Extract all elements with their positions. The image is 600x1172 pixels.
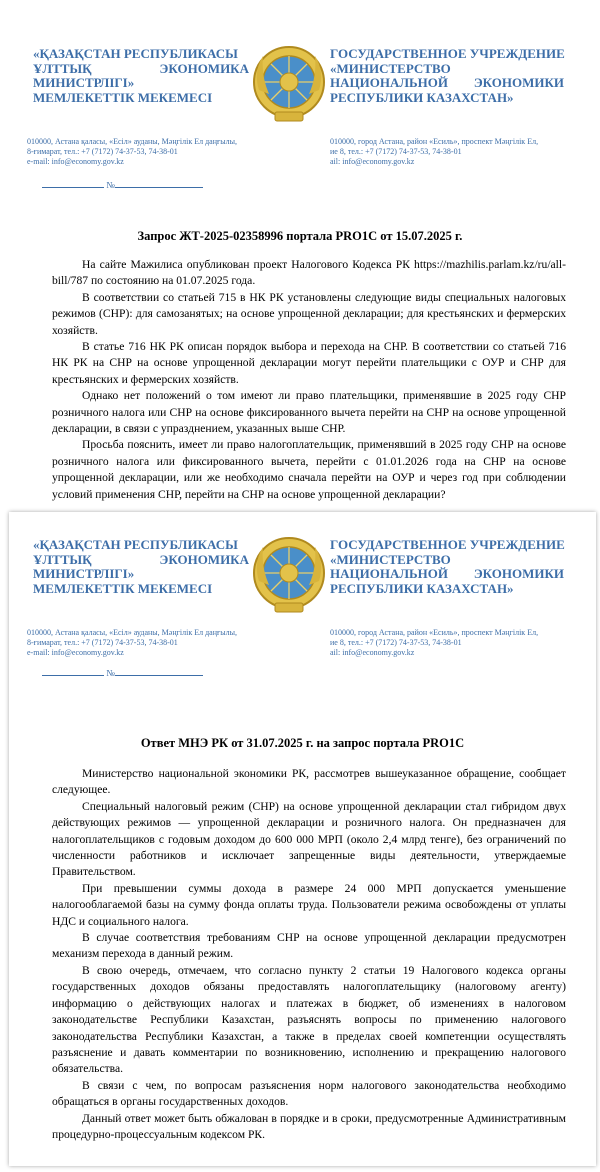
number-sign: № xyxy=(106,668,115,678)
address-line: 010000, Астана қаласы, «Есіл» ауданы, Мәңгілік Ел даңғылы, xyxy=(27,137,238,146)
request-paragraph: На сайте Мажилиса опубликован проект Налогового Кодекса РК https://mazhilis.parlam.kz/ru/all-bill/787 по состоянию на 01.07.2025 года. xyxy=(52,258,566,288)
left-title-line: «ҚАЗАҚСТАН РЕСПУБЛИКАСЫ xyxy=(33,537,238,552)
word: НАЦИОНАЛЬНОЙ xyxy=(330,566,448,581)
response-page xyxy=(9,512,596,1166)
address-line: 8-ғимарат, тел.: +7 (7172) 74-37-53, 74-38-01 xyxy=(27,147,178,156)
registration-number-line xyxy=(42,178,203,190)
response-paragraph: При превышении суммы дохода в размере 24 000 МРП допускается уменьшение налогооблагаемой базы на сумму фонда оплаты труда. Пользователи режима освобождены от уплаты НДС и социального налога. xyxy=(52,881,566,928)
number-blank xyxy=(115,666,203,676)
registration-number-line xyxy=(42,666,203,678)
left-title-line-justified xyxy=(33,553,249,568)
right-title-line: ГОСУДАРСТВЕННОЕ УЧРЕЖДЕНИЕ xyxy=(330,46,565,61)
right-title-line: «МИНИСТЕРСТВО xyxy=(330,60,451,76)
request-paragraph: В соответствии со статьей 715 в НК РК установлены следующие виды специальных налоговых режимов (СНР): для самозанятых; на основе упрощенной декларации; для крестьянских и фермерских хозяйств. xyxy=(52,290,566,337)
right-title-line: «МИНИСТЕРСТВО xyxy=(330,551,451,567)
word: ЭКОНОМИКА xyxy=(159,60,249,76)
number-blank xyxy=(115,178,203,188)
letterhead-right-title xyxy=(330,538,564,596)
word: ЭКОНОМИКИ xyxy=(473,566,564,581)
word: ЭКОНОМИКА xyxy=(159,551,249,567)
address-line: ail: info@economy.gov.kz xyxy=(330,157,415,166)
address-line: 8-ғимарат, тел.: +7 (7172) 74-37-53, 74-38-01 xyxy=(27,638,178,647)
request-body xyxy=(52,257,566,503)
right-title-line-justified xyxy=(330,567,564,582)
letterhead-left-address xyxy=(27,137,237,167)
address-line: e-mail: info@economy.gov.kz xyxy=(27,157,124,166)
address-line: ail: info@economy.gov.kz xyxy=(330,648,415,657)
request-page xyxy=(0,0,600,512)
request-paragraph: В статье 716 НК РК описан порядок выбора и перехода на СНР. В соответствии со статьей 716 НК РК на СНР на основе упрощенной декларации могут перейти плательщики с ОУР и СНР для крестьянских и фермерских хозяйств. xyxy=(52,340,566,386)
letterhead-left-title xyxy=(33,538,249,596)
left-title-line-justified xyxy=(33,62,249,77)
letterhead-right-address xyxy=(330,628,538,658)
right-title-line: РЕСПУБЛИКИ КАЗАХСТАН» xyxy=(330,89,514,105)
date-blank xyxy=(42,666,104,676)
left-title-line: «ҚАЗАҚСТАН РЕСПУБЛИКАСЫ xyxy=(33,46,238,61)
address-line: ие 8, тел.: +7 (7172) 74-37-53, 74-38-01 xyxy=(330,147,462,156)
response-body xyxy=(52,766,566,1143)
right-title-line-justified xyxy=(330,76,564,91)
letterhead-left-address xyxy=(27,628,237,658)
response-paragraph: Специальный налоговый режим (СНР) на основе упрощенной декларации стал гибридом двух действующих режимов — упрощенной декларации и розничного налога. Он предназначен для налогоплательщиков с годовым доходом до 600 000 МРП (около 2,4 млрд тенге), без ограничений по численности работников и исключает запрещенные виды деятельности, утверждаемые Правительством. xyxy=(52,799,566,879)
date-blank xyxy=(42,178,104,188)
request-title: Запрос ЖТ-2025-02358996 портала PRO1C от 15.07.2025 г. xyxy=(137,229,463,243)
address-line: e-mail: info@economy.gov.kz xyxy=(27,648,124,657)
response-paragraph: В связи с чем, по вопросам разъяснения норм налогового законодательства необходимо обращаться в органы государственных доходов. xyxy=(52,1078,566,1109)
response-paragraph: Министерство национальной экономики РК, рассмотрев вышеуказанное обращение, сообщает следующее. xyxy=(52,767,566,797)
address-line: 010000, Астана қаласы, «Есіл» ауданы, Мәңгілік Ел даңғылы, xyxy=(27,628,238,637)
left-title-line: МЕМЛЕКЕТТІК МЕКЕМЕСІ xyxy=(33,89,213,105)
word: ҰЛТТЫҚ xyxy=(33,551,92,567)
response-paragraph: В свою очередь, отмечаем, что согласно пункту 2 статьи 19 Налогового кодекса органы государственных доходов обязаны предоставлять налогоплательщику (налоговому агенту) информацию о действующих налогах и платежах в бюджет, об изменениях в налоговом законодательстве Республики Казахстан, разъяснять вопросы по применению налогового законодательства Республики Казахстан, а также в пределах своей компетенции осуществлять разъяснение и давать комментарии по возникновению, исполнению и прекращению налогового обязательства. xyxy=(52,963,566,1076)
address-line: 010000, город Астана, район «Есиль», проспект Мәңгілік Ел, xyxy=(330,137,539,146)
response-paragraph: В случае соответствия требованиям СНР на основе упрощенной декларации предусмотрен механизм перехода в данный режим. xyxy=(52,931,566,961)
letterhead-right-address xyxy=(330,137,538,167)
response-title: Ответ МНЭ РК от 31.07.2025 г. на запрос портала PRO1C xyxy=(140,736,465,750)
left-title-line: МИНИСТРЛІГІ» xyxy=(33,566,135,581)
left-title-line: МИНИСТРЛІГІ» xyxy=(33,75,135,90)
word: ЭКОНОМИКИ xyxy=(473,75,564,90)
letterhead-left-title xyxy=(33,47,249,105)
left-title-line: МЕМЛЕКЕТТІК МЕКЕМЕСІ xyxy=(33,580,213,596)
right-title-line: РЕСПУБЛИКИ КАЗАХСТАН» xyxy=(330,580,514,596)
right-title-line: ГОСУДАРСТВЕННОЕ УЧРЕЖДЕНИЕ xyxy=(330,537,565,552)
word: НАЦИОНАЛЬНОЙ xyxy=(330,75,448,90)
address-line: 010000, город Астана, район «Есиль», проспект Мәңгілік Ел, xyxy=(330,628,539,637)
response-paragraph: Данный ответ может быть обжалован в порядке и в сроки, предусмотренные Административным процедурно-процессуальным кодексом РК. xyxy=(52,1111,566,1141)
state-emblem-icon xyxy=(251,533,327,615)
number-sign: № xyxy=(106,180,115,190)
state-emblem-icon xyxy=(251,42,327,124)
letterhead-right-title xyxy=(330,47,564,105)
request-paragraph: Просьба пояснить, имеет ли право налогоплательщик, применявший в 2025 году СНР на основе розничного налога или фиксированного вычета, перейти с 01.01.2026 года на СНР на основе упрощенной декларации, или же необходимо сначала перейти на ОУР и через год при соблюдении условий применения СНР, перейти на СНР на основе упрощенной декларации? xyxy=(52,438,566,501)
request-paragraph: Однако нет положений о том имеют ли право плательщики, применявшие в 2025 году СНР розничного налога или СНР на основе фиксированного вычета перейти на СНР на основе упрощенной декларации, в связи с упразднением, указанных выше СНР. xyxy=(52,389,566,436)
word: ҰЛТТЫҚ xyxy=(33,60,92,76)
address-line: ие 8, тел.: +7 (7172) 74-37-53, 74-38-01 xyxy=(330,638,462,647)
